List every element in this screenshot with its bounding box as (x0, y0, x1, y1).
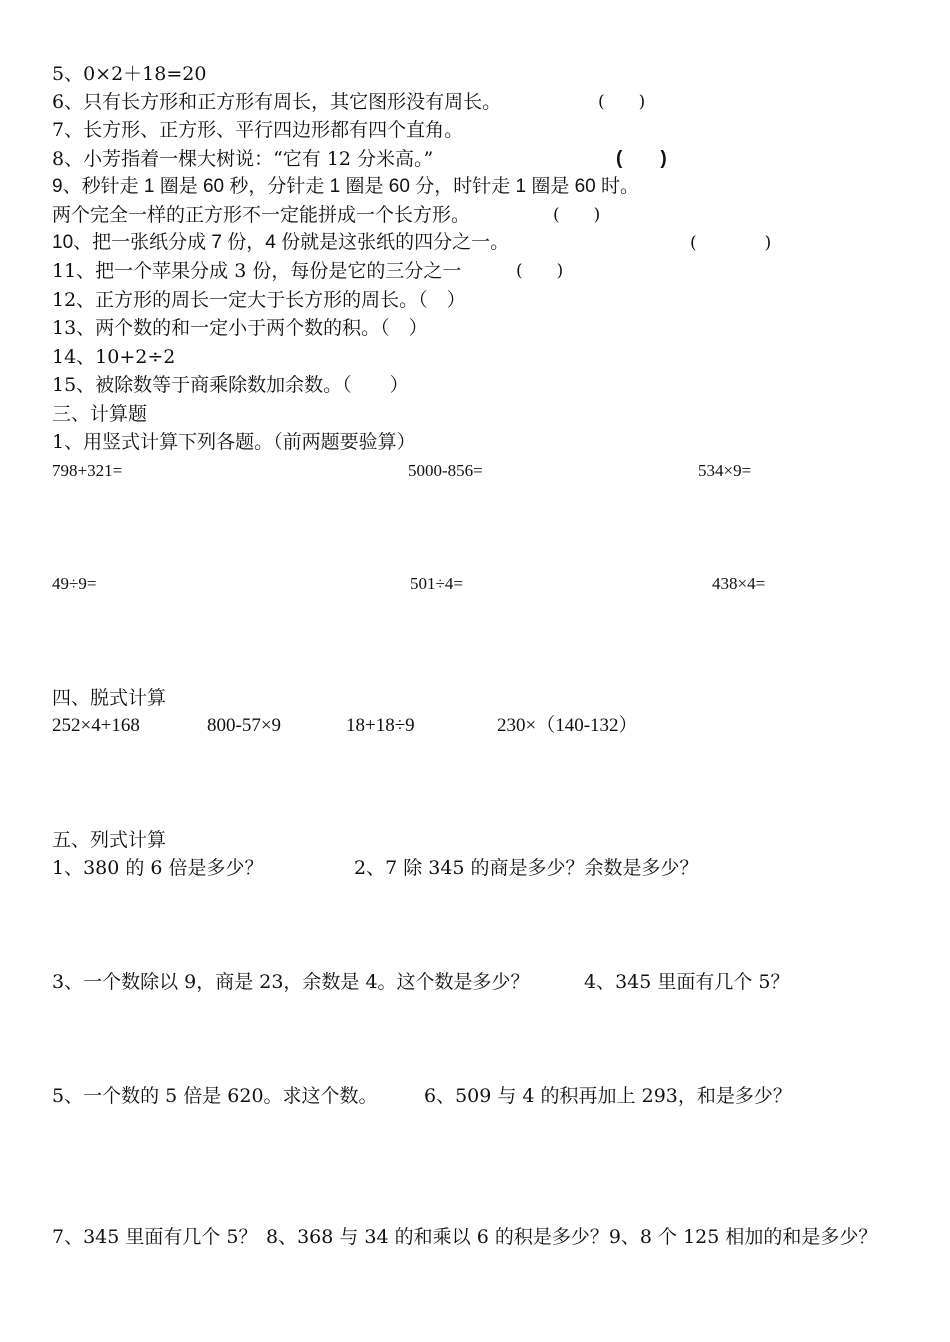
word-problem: 1、380 的 6 倍是多少？ (52, 857, 264, 879)
stepwise-problem: 18+18÷9 (346, 715, 415, 736)
vertical-calc-problem: 49÷9= (52, 574, 97, 593)
stepwise-problem: 252×4+168 (52, 715, 140, 736)
section-title-word-problems: 五、列式计算 (52, 829, 167, 851)
vertical-calc-problem: 501÷4= (410, 574, 463, 593)
judge-item-7: 7、长方形、正方形、平行四边形都有四个直角。 (52, 119, 464, 141)
word-problem: 6、509 与 4 的积再加上 293，和是多少？ (424, 1085, 792, 1107)
vertical-calc-problem: 5000-856= (408, 461, 483, 480)
answer-parentheses[interactable]: ( ) (516, 261, 564, 281)
word-problem: 5、一个数的 5 倍是 620。求这个数。 (52, 1085, 378, 1107)
answer-parentheses[interactable]: ( ) (690, 233, 772, 253)
judge-item-5: 5、0×2＋18=20 (52, 63, 207, 85)
section-title-stepwise: 四、脱式计算 (52, 687, 167, 709)
judge-item-10: 10、把一张纸分成 7 份，4 份就是这张纸的四分之一。 (52, 232, 510, 253)
vertical-calc-problem: 534×9= (698, 461, 752, 480)
word-problem: 8、368 与 34 的和乘以 6 的积是多少？9、8 个 125 相加的和是多少？ (266, 1226, 878, 1248)
answer-parentheses[interactable]: ( ) (598, 92, 646, 112)
word-problem: 2、7 除 345 的商是多少？余数是多少？ (354, 857, 699, 879)
stepwise-problem: 230×（140-132） (497, 715, 638, 736)
judge-item-12: 12、正方形的周长一定大于长方形的周长。（ ） (52, 289, 466, 311)
answer-parentheses[interactable]: ( ) (553, 205, 601, 225)
section-title-calculation: 三、计算题 (52, 403, 148, 425)
judge-item-6: 6、只有长方形和正方形有周长，其它图形没有周长。 (52, 91, 502, 113)
judge-item-15: 15、被除数等于商乘除数加余数。（ ） (52, 374, 409, 396)
judge-item-square: 两个完全一样的正方形不一定能拼成一个长方形。 (52, 204, 471, 226)
stepwise-problem: 800-57×9 (207, 715, 282, 736)
answer-parentheses[interactable]: ( ) (616, 148, 667, 169)
question-vertical-calc: 1、用竖式计算下列各题。（前两题要验算） (52, 431, 416, 453)
vertical-calc-problem: 798+321= (52, 461, 123, 480)
word-problem: 3、一个数除以 9，商是 23，余数是 4。这个数是多少？ (52, 971, 530, 993)
judge-item-11: 11、把一个苹果分成 3 份，每份是它的三分之一 (52, 260, 462, 282)
word-problem: 4、345 里面有几个 5？ (584, 971, 790, 993)
judge-item-9: 9、秒针走 1 圈是 60 秒，分针走 1 圈是 60 分，时针走 1 圈是 60 时。 (52, 176, 640, 197)
vertical-calc-problem: 438×4= (712, 574, 766, 593)
word-problem: 7、345 里面有几个 5？ (52, 1226, 258, 1248)
judge-item-13: 13、两个数的和一定小于两个数的积。（ ） (52, 317, 428, 339)
judge-item-14: 14、10+2÷2 (52, 346, 176, 368)
judge-item-8: 8、小芳指着一棵大树说：“它有 12 分米高。” (52, 148, 434, 170)
